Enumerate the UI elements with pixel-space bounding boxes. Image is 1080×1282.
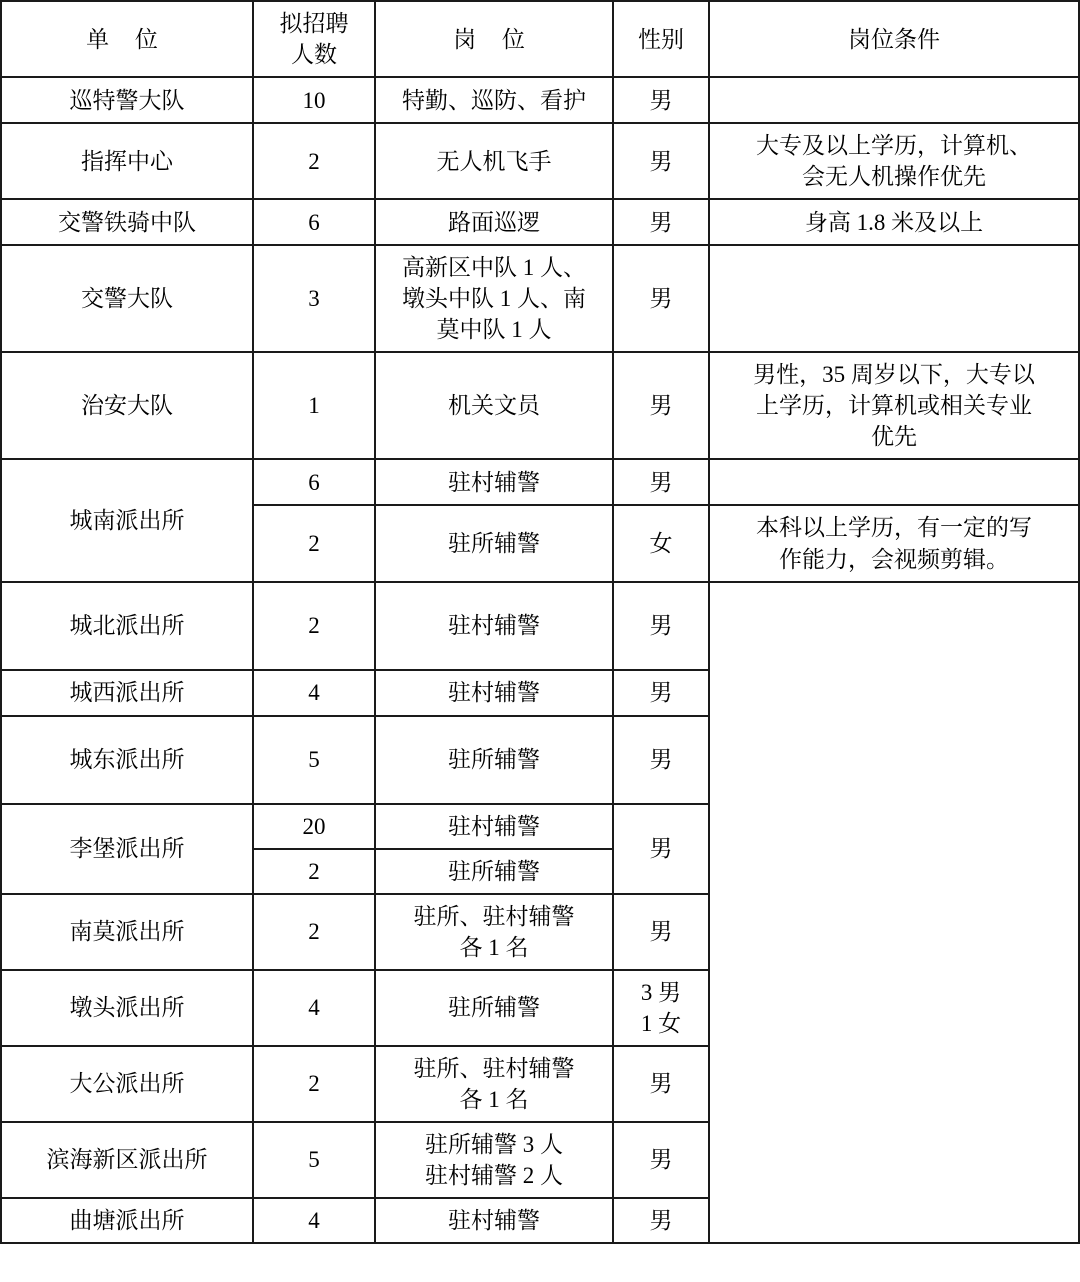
table-row (1, 123, 1079, 199)
table-body (1, 77, 1079, 1243)
cell-unit: 曲塘派出所 (1, 1198, 253, 1243)
cell-count: 2 (253, 123, 375, 199)
cell-unit: 城西派出所 (1, 670, 253, 716)
table-row (1, 77, 1079, 123)
post-line: 各 1 名 (459, 1086, 529, 1112)
cell-gender: 男 (613, 670, 709, 716)
cell-post: 驻所辅警 (375, 970, 613, 1046)
cell-count: 20 (253, 804, 375, 849)
column-header-gender: 性别 (613, 1, 709, 77)
cell-count: 1 (253, 352, 375, 459)
cell-gender: 男 (613, 123, 709, 199)
cell-post: 无人机飞手 (375, 123, 613, 199)
column-header-planned-count (253, 1, 375, 77)
table-row (1, 199, 1079, 245)
cell-condition: 身高 1.8 米及以上 (709, 199, 1079, 245)
post-line: 驻所辅警 3 人 (425, 1131, 563, 1157)
table-header-row (1, 1, 1079, 77)
cell-post: 驻所辅警 (375, 849, 613, 894)
cell-count: 2 (253, 894, 375, 970)
cell-condition (709, 77, 1079, 123)
cell-condition (709, 505, 1079, 581)
cell-count: 4 (253, 1198, 375, 1243)
condition-line: 会无人机操作优先 (802, 164, 986, 190)
post-line: 莫中队 1 人 (436, 317, 552, 343)
cell-count: 6 (253, 199, 375, 245)
cell-unit: 城东派出所 (1, 716, 253, 804)
table-row (1, 352, 1079, 459)
cell-post: 特勤、巡防、看护 (375, 77, 613, 123)
condition-line: 上学历，计算机或相关专业 (756, 393, 1032, 419)
column-header-condition: 岗位条件 (709, 1, 1079, 77)
cell-condition (709, 459, 1079, 505)
cell-post: 驻所辅警 (375, 716, 613, 804)
cell-post: 驻村辅警 (375, 804, 613, 849)
cell-count: 5 (253, 716, 375, 804)
post-line: 驻村辅警 2 人 (425, 1162, 563, 1188)
cell-unit: 滨海新区派出所 (1, 1122, 253, 1198)
cell-count: 5 (253, 1122, 375, 1198)
column-header-planned-count-line1: 拟招聘 (279, 11, 349, 36)
cell-gender: 男 (613, 804, 709, 894)
cell-unit: 交警铁骑中队 (1, 199, 253, 245)
cell-condition-empty (709, 582, 1079, 1244)
cell-gender: 男 (613, 245, 709, 352)
cell-gender: 男 (613, 199, 709, 245)
cell-gender: 男 (613, 1198, 709, 1243)
cell-gender: 男 (613, 894, 709, 970)
cell-gender: 男 (613, 352, 709, 459)
cell-post: 机关文员 (375, 352, 613, 459)
cell-count: 10 (253, 77, 375, 123)
gender-line: 1 女 (640, 1010, 682, 1036)
cell-count: 4 (253, 670, 375, 716)
cell-unit: 城北派出所 (1, 582, 253, 670)
cell-unit: 大公派出所 (1, 1046, 253, 1122)
gender-line: 3 男 (640, 979, 682, 1005)
cell-unit: 巡特警大队 (1, 77, 253, 123)
post-line: 驻所、驻村辅警 (413, 1055, 575, 1081)
cell-gender: 男 (613, 1046, 709, 1122)
cell-unit: 墩头派出所 (1, 970, 253, 1046)
cell-gender: 男 (613, 459, 709, 505)
condition-line: 男性，35 周岁以下，大专以 (753, 362, 1035, 388)
cell-gender: 男 (613, 582, 709, 670)
cell-post: 驻村辅警 (375, 459, 613, 505)
cell-post: 驻所辅警 (375, 505, 613, 581)
table-row (1, 245, 1079, 352)
post-line: 各 1 名 (459, 934, 529, 960)
condition-line: 作能力，会视频剪辑。 (779, 546, 1009, 572)
cell-post (375, 1046, 613, 1122)
table-row (1, 459, 1079, 505)
condition-line: 大专及以上学历，计算机、 (756, 133, 1032, 159)
cell-gender: 男 (613, 716, 709, 804)
cell-count: 2 (253, 1046, 375, 1122)
column-header-unit: 单 位 (1, 1, 253, 77)
cell-post (375, 1122, 613, 1198)
cell-condition (709, 245, 1079, 352)
table-header (1, 1, 1079, 77)
cell-count: 2 (253, 505, 375, 581)
cell-gender: 男 (613, 77, 709, 123)
cell-post: 路面巡逻 (375, 199, 613, 245)
cell-condition (709, 123, 1079, 199)
cell-unit: 李堡派出所 (1, 804, 253, 894)
column-header-planned-count-line2: 人数 (291, 42, 337, 68)
cell-unit: 南莫派出所 (1, 894, 253, 970)
cell-unit: 城南派出所 (1, 459, 253, 581)
cell-post: 驻村辅警 (375, 670, 613, 716)
cell-gender: 男 (613, 1122, 709, 1198)
cell-gender (613, 970, 709, 1046)
cell-post (375, 245, 613, 352)
cell-unit: 治安大队 (1, 352, 253, 459)
cell-count: 3 (253, 245, 375, 352)
column-header-post: 岗 位 (375, 1, 613, 77)
cell-count: 2 (253, 582, 375, 670)
condition-line: 本科以上学历，有一定的写 (756, 515, 1032, 541)
cell-post: 驻村辅警 (375, 582, 613, 670)
cell-post (375, 894, 613, 970)
post-line: 高新区中队 1 人、 (402, 255, 586, 281)
cell-post: 驻村辅警 (375, 1198, 613, 1243)
cell-count: 4 (253, 970, 375, 1046)
condition-line: 优先 (871, 424, 917, 450)
cell-condition (709, 352, 1079, 459)
cell-gender: 女 (613, 505, 709, 581)
cell-count: 6 (253, 459, 375, 505)
cell-unit: 指挥中心 (1, 123, 253, 199)
cell-count: 2 (253, 849, 375, 894)
post-line: 墩头中队 1 人、南 (402, 286, 586, 312)
cell-unit: 交警大队 (1, 245, 253, 352)
post-line: 驻所、驻村辅警 (413, 903, 575, 929)
table-row (1, 582, 1079, 670)
